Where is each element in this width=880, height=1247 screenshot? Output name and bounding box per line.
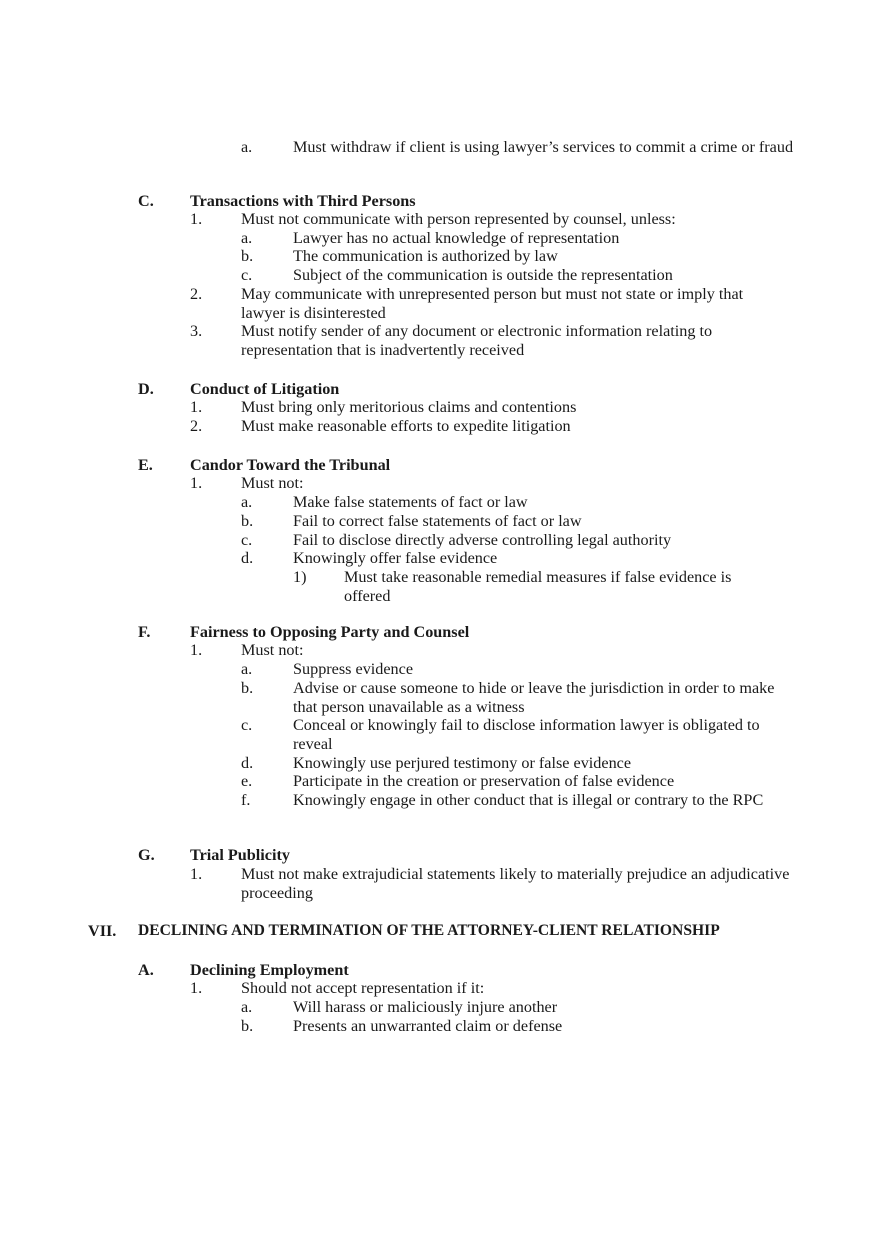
subitem-label: f. <box>241 791 251 809</box>
subitem-label: d. <box>241 754 254 772</box>
subitem-text: Presents an unwarranted claim or defense <box>293 1017 563 1035</box>
subitem-label: b. <box>241 679 254 697</box>
item-label: 1. <box>190 474 203 492</box>
item-label: 2. <box>190 417 203 435</box>
subitem-label: b. <box>241 512 254 530</box>
subitem-label: a. <box>241 998 253 1016</box>
section-heading: Conduct of Litigation <box>190 380 340 398</box>
chapter-heading: DECLINING AND TERMINATION OF THE ATTORNEY-CLIENT RELATIONSHIP <box>138 922 720 939</box>
item-text: Must notify sender of any document or electronic information relating to representation that is inadvertently received <box>241 322 713 359</box>
section-heading: Trial Publicity <box>190 846 290 864</box>
subitem-label: b. <box>241 247 254 265</box>
section-label: C. <box>138 192 154 210</box>
item-label: 1. <box>190 398 203 416</box>
section-label: A. <box>138 961 154 979</box>
subitem-text: Participate in the creation or preservation of false evidence <box>293 772 675 790</box>
subitem-text: Suppress evidence <box>293 660 414 678</box>
section-label: G. <box>138 846 155 864</box>
subitem-text: Knowingly use perjured testimony or false evidence <box>293 754 632 772</box>
section-heading: Transactions with Third Persons <box>190 192 416 210</box>
subitem-label: c. <box>241 266 253 284</box>
subitem-label: b. <box>241 1017 254 1035</box>
subitem-text: Make false statements of fact or law <box>293 493 528 511</box>
subitem-label: c. <box>241 531 253 549</box>
subitem-label: d. <box>241 549 254 567</box>
subitem-text: The communication is authorized by law <box>293 247 558 265</box>
item-label: 1. <box>190 979 203 997</box>
item-text: Must bring only meritorious claims and contentions <box>241 398 577 416</box>
item-text: Must not make extrajudicial statements likely to materially prejudice an adjudicative proceeding <box>241 865 790 902</box>
item-label: 3. <box>190 322 203 340</box>
item-label: 1. <box>190 865 203 883</box>
subitem-text: Conceal or knowingly fail to disclose information lawyer is obligated to reveal <box>293 716 760 753</box>
subitem-text: Fail to disclose directly adverse controlling legal authority <box>293 531 672 549</box>
subsubitem-text: Must take reasonable remedial measures if false evidence is offered <box>344 568 732 605</box>
section-label: E. <box>138 456 153 474</box>
chapter-label: VII. <box>88 922 117 940</box>
item-text: May communicate with unrepresented person but must not state or imply that lawyer is disinterested <box>241 285 744 322</box>
item-text: Must not: <box>241 474 304 492</box>
subitem-text: Knowingly engage in other conduct that is illegal or contrary to the RPC <box>293 791 764 809</box>
section-label: F. <box>138 623 151 641</box>
item-text: Must withdraw if client is using lawyer’s services to commit a crime or fraud <box>293 138 794 156</box>
subitem-label: e. <box>241 772 253 790</box>
subsubitem-label: 1) <box>293 568 307 586</box>
item-text: Must not communicate with person represented by counsel, unless: <box>241 210 676 228</box>
item-label: 1. <box>190 210 203 228</box>
subitem-label: a. <box>241 229 253 247</box>
item-label: 1. <box>190 641 203 659</box>
subitem-label: c. <box>241 716 253 734</box>
subitem-label: a. <box>241 660 253 678</box>
subitem-text: Knowingly offer false evidence <box>293 549 498 567</box>
section-heading: Declining Employment <box>190 961 349 979</box>
item-label: 2. <box>190 285 203 303</box>
subitem-text: Fail to correct false statements of fact or law <box>293 512 582 530</box>
subitem-text: Lawyer has no actual knowledge of representation <box>293 229 620 247</box>
section-heading: Fairness to Opposing Party and Counsel <box>190 623 470 641</box>
item-text: Should not accept representation if it: <box>241 979 485 997</box>
item-label: a. <box>241 138 253 156</box>
subitem-text: Will harass or maliciously injure another <box>293 998 558 1016</box>
section-heading: Candor Toward the Tribunal <box>190 456 391 474</box>
item-text: Must make reasonable efforts to expedite litigation <box>241 417 571 435</box>
subitem-text: Subject of the communication is outside the representation <box>293 266 673 284</box>
subitem-text: Advise or cause someone to hide or leave the jurisdiction in order to make that person unavailable as a witness <box>293 679 775 716</box>
item-text: Must not: <box>241 641 304 659</box>
section-label: D. <box>138 380 154 398</box>
subitem-label: a. <box>241 493 253 511</box>
